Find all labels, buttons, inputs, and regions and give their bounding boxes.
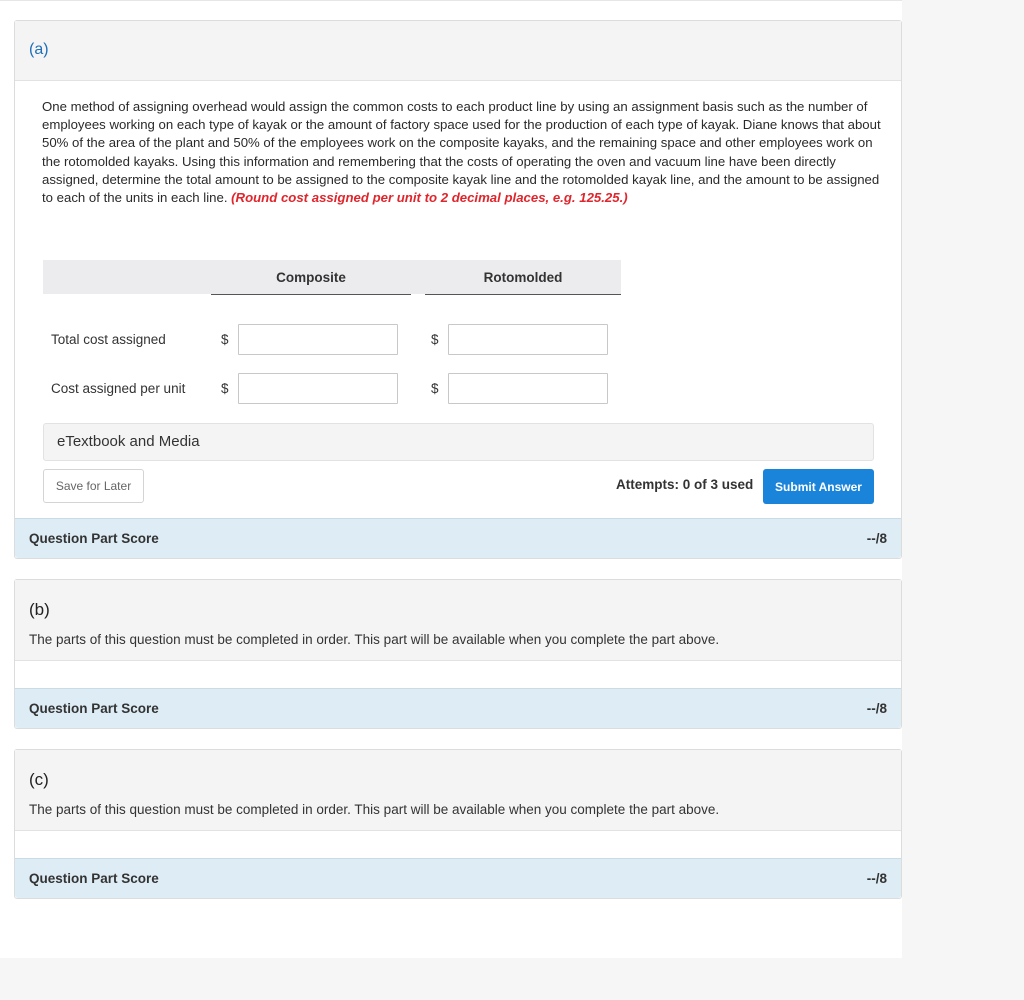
row-label-cost-per-unit: Cost assigned per unit: [51, 381, 186, 396]
column-header-composite: Composite: [276, 270, 346, 285]
score-value: --/8: [866, 701, 887, 716]
part-a-header: [15, 21, 901, 81]
top-divider: [0, 0, 902, 1]
part-b-locked-message: The parts of this question must be completed in order. This part will be available when you complete the part above.: [29, 632, 720, 647]
save-for-later-button[interactable]: Save for Later: [43, 469, 144, 503]
attempts-counter: Attempts: 0 of 3 used: [616, 477, 754, 492]
question-part-score-bar: [15, 518, 901, 558]
table-header: [43, 260, 621, 294]
currency-symbol: $: [221, 381, 229, 396]
etextbook-media-toggle[interactable]: eTextbook and Media: [43, 423, 874, 461]
score-value: --/8: [866, 531, 887, 546]
part-c-locked-message: The parts of this question must be completed in order. This part will be available when you complete the part above.: [29, 802, 720, 817]
score-value: --/8: [866, 871, 887, 886]
total-cost-composite-input[interactable]: [238, 324, 398, 355]
total-cost-rotomolded-input[interactable]: [448, 324, 608, 355]
part-c-label: (c): [29, 770, 49, 789]
submit-answer-button[interactable]: Submit Answer: [763, 469, 874, 504]
part-a-label: (a): [29, 41, 49, 58]
rounding-note: (Round cost assigned per unit to 2 decimal places, e.g. 125.25.): [231, 190, 628, 206]
column-header-rotomolded: Rotomolded: [483, 270, 563, 285]
question-part-score-bar: [15, 858, 901, 898]
per-unit-rotomolded-input[interactable]: [448, 373, 608, 404]
part-a-panel: [14, 20, 902, 559]
part-c-header: [15, 750, 901, 831]
header-underline: [425, 294, 621, 295]
header-underline: [211, 294, 411, 295]
currency-symbol: $: [431, 332, 439, 347]
per-unit-composite-input[interactable]: [238, 373, 398, 404]
currency-symbol: $: [221, 332, 229, 347]
question-body: One method of assigning overhead would assign the common costs to each product line by using an assignment basis such as the number of employees working on each type of kayak or the amount of factory space used for the production of each type of kayak. Diane knows that about 50% of the area of the plant and 50% of the employees work on the composite kayaks, and the remaining space and other employees work on the rotomolded kayaks. Using this information and remembering that the costs of operating the oven and vacuum line have been directly assigned, determine the total amount to be assigned to the composite kayak line and the rotomolded kayak line, and the amount to be assigned to each of the units in each line.: [42, 99, 881, 206]
row-label-total-cost: Total cost assigned: [51, 332, 166, 347]
score-label: Question Part Score: [29, 871, 159, 886]
part-b-panel: [14, 579, 902, 729]
question-part-score-bar: [15, 688, 901, 728]
part-c-panel: [14, 749, 902, 899]
question-text: [42, 98, 882, 207]
part-b-label: (b): [29, 600, 50, 619]
score-label: Question Part Score: [29, 701, 159, 716]
part-b-header: [15, 580, 901, 661]
score-label: Question Part Score: [29, 531, 159, 546]
currency-symbol: $: [431, 381, 439, 396]
